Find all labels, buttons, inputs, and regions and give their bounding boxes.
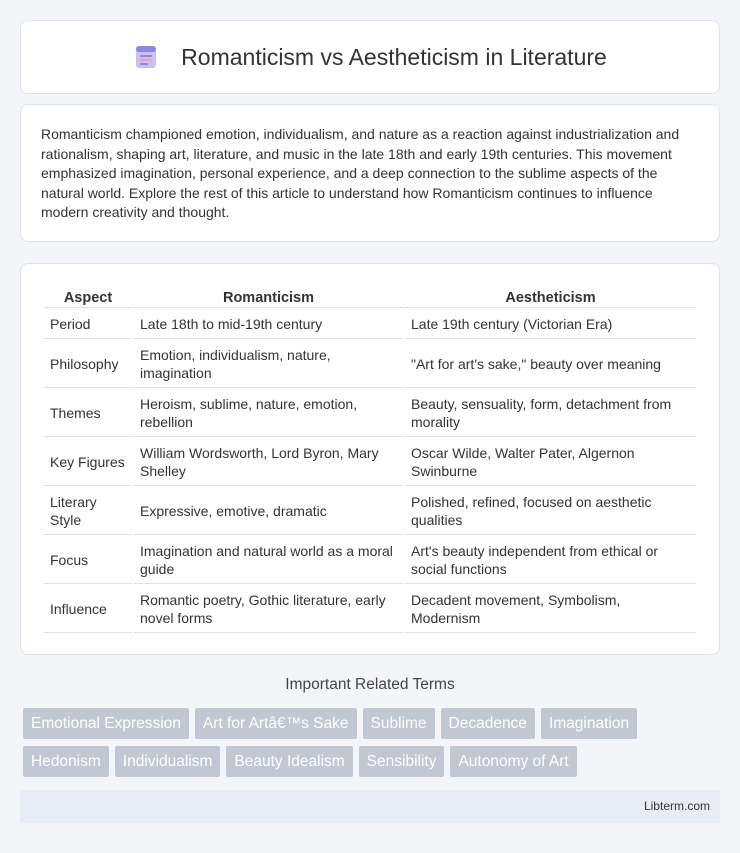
- tag-hedonism[interactable]: Hedonism: [23, 746, 109, 777]
- table-row: [44, 586, 696, 633]
- cell-romanticism: Heroism, sublime, nature, emotion, rebellion: [134, 390, 403, 437]
- tag-imagination[interactable]: Imagination: [541, 708, 637, 739]
- cell-aestheticism: Polished, refined, focused on aesthetic qualities: [405, 488, 696, 535]
- page-title: Romanticism vs Aestheticism in Literature: [181, 43, 607, 70]
- cell-romanticism: Romantic poetry, Gothic literature, early novel forms: [134, 586, 403, 633]
- cell-aspect: Focus: [44, 537, 132, 584]
- cell-aestheticism: "Art for art's sake," beauty over meaning: [405, 341, 696, 388]
- cell-aspect: Themes: [44, 390, 132, 437]
- related-terms-list: [23, 708, 723, 784]
- cell-romanticism: Imagination and natural world as a moral guide: [134, 537, 403, 584]
- cell-aspect: Key Figures: [44, 439, 132, 486]
- cell-aspect: Influence: [44, 586, 132, 633]
- tag-beauty-idealism[interactable]: Beauty Idealism: [226, 746, 352, 777]
- cell-aestheticism: Oscar Wilde, Walter Pater, Algernon Swinburne: [405, 439, 696, 486]
- header-aestheticism: Aestheticism: [405, 286, 696, 308]
- cell-aspect: Philosophy: [44, 341, 132, 388]
- header-aspect: Aspect: [44, 286, 132, 308]
- comparison-card: [20, 263, 720, 655]
- table-row: [44, 341, 696, 388]
- related-terms-title: Important Related Terms: [285, 676, 455, 693]
- table-header-row: [44, 286, 696, 308]
- cell-aspect: Literary Style: [44, 488, 132, 535]
- cell-romanticism: Emotion, individualism, nature, imagination: [134, 341, 403, 388]
- intro-text: Romanticism championed emotion, individualism, and nature as a reaction against industrialization and rationalism, shaping art, literature, and music in the late 18th and early 19th centuries. This movement emphasized imagination, personal experience, and a deep connection to the sublime aspects of the natural world. Explore the rest of this article to understand how Romanticism continues to influence modern creativity and thought.: [41, 126, 680, 220]
- tag-autonomy-of-art[interactable]: Autonomy of Art: [450, 746, 576, 777]
- header-romanticism: Romanticism: [134, 286, 403, 308]
- header-card: [20, 20, 720, 94]
- tag-sublime[interactable]: Sublime: [363, 708, 435, 739]
- tag-sensibility[interactable]: Sensibility: [359, 746, 445, 777]
- table-row: [44, 439, 696, 486]
- tag-decadence[interactable]: Decadence: [441, 708, 535, 739]
- footer-site-link[interactable]: Libterm.com: [643, 799, 710, 813]
- table-row: [44, 488, 696, 535]
- document-list-icon: [133, 44, 159, 70]
- cell-romanticism: Late 18th to mid-19th century: [134, 310, 403, 339]
- tag-emotional-expression[interactable]: Emotional Expression: [23, 708, 189, 739]
- table-row: [44, 537, 696, 584]
- cell-aestheticism: Decadent movement, Symbolism, Modernism: [405, 586, 696, 633]
- table-row: [44, 390, 696, 437]
- footer: [20, 790, 720, 823]
- intro-card: [20, 104, 720, 242]
- tag-art-for-arts-sake[interactable]: Art for Artâ€™s Sake: [195, 708, 357, 739]
- cell-aestheticism: Art's beauty independent from ethical or social functions: [405, 537, 696, 584]
- cell-aspect: Period: [44, 310, 132, 339]
- cell-romanticism: Expressive, emotive, dramatic: [134, 488, 403, 535]
- table-row: [44, 310, 696, 339]
- cell-aestheticism: Beauty, sensuality, form, detachment from morality: [405, 390, 696, 437]
- cell-aestheticism: Late 19th century (Victorian Era): [405, 310, 696, 339]
- comparison-table: [42, 284, 698, 635]
- tag-individualism[interactable]: Individualism: [115, 746, 221, 777]
- cell-romanticism: William Wordsworth, Lord Byron, Mary Shelley: [134, 439, 403, 486]
